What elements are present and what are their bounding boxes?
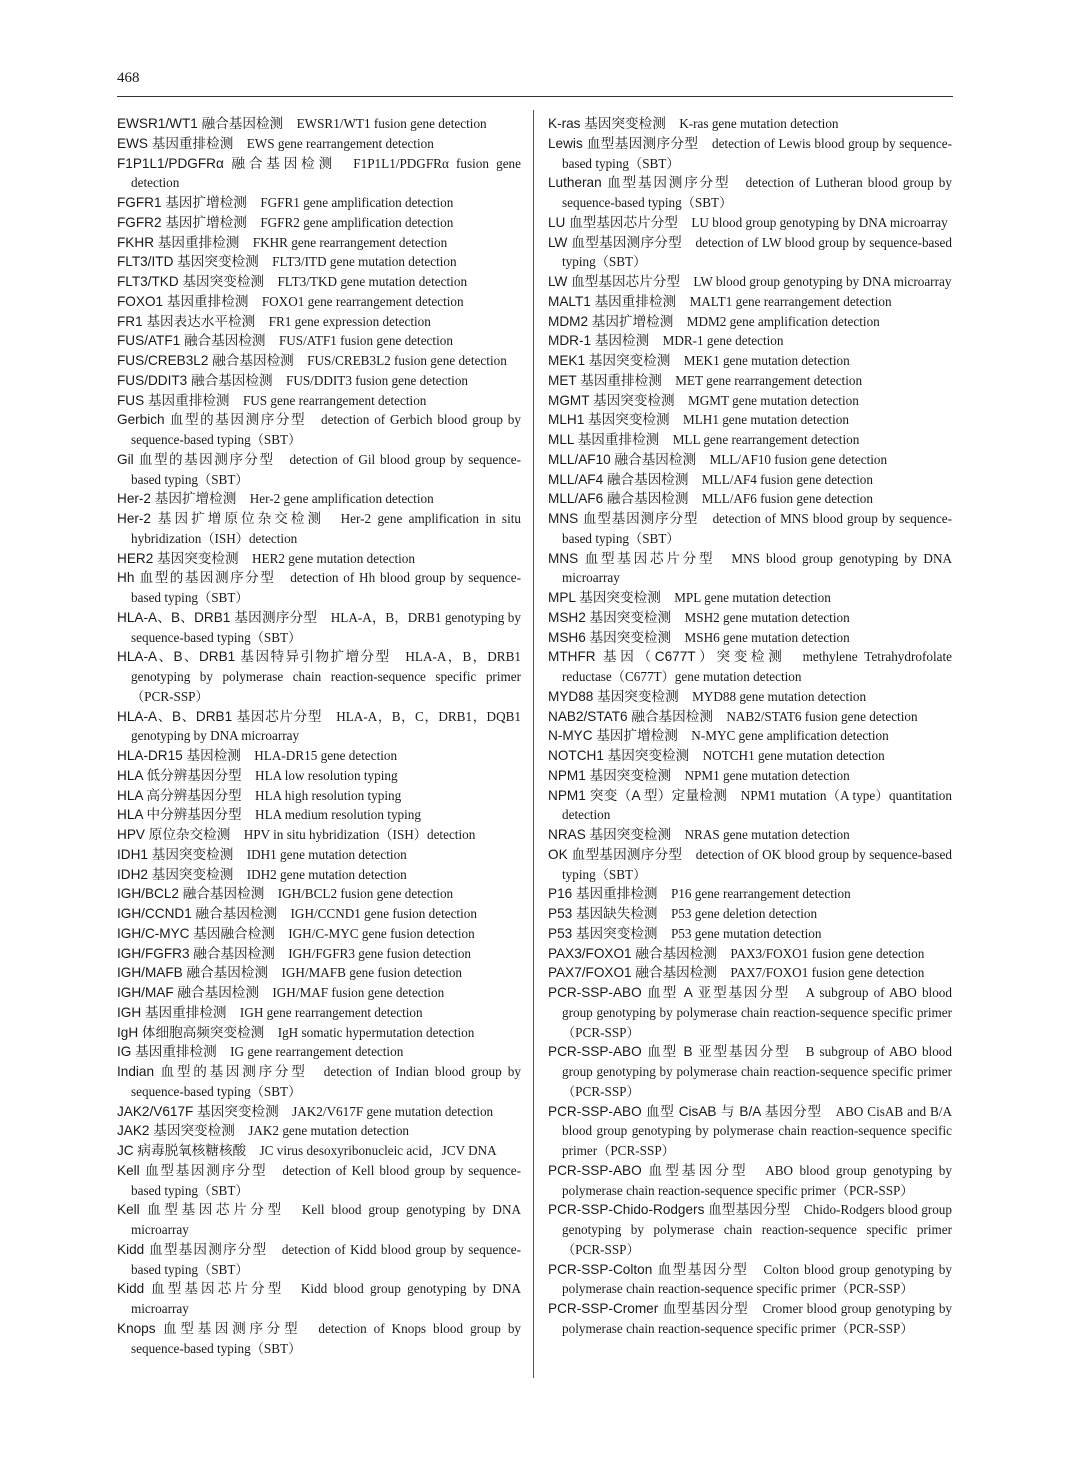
entry-term: MLH1 基因突变检测 (548, 412, 670, 428)
entry-term: HLA-A、B、DRB1 基因特异引物扩增分型 (117, 649, 391, 665)
entry-term: IGH 基因重排检测 (117, 1004, 227, 1020)
entry-definition: FR1 gene expression detection (268, 313, 431, 329)
entry-definition: FGFR1 gene amplification detection (260, 195, 454, 210)
entry-definition: Colton blood group genotyping by polymerase chain reaction-sequence specific primer（PCR-SSP） (562, 1261, 952, 1297)
glossary-entry (117, 1240, 521, 1280)
header-rule (117, 96, 953, 97)
entry-definition: detection of Knops blood group by sequence-based typing（SBT） (131, 1320, 522, 1356)
entry-definition: HER2 gene mutation detection (252, 550, 415, 566)
glossary-entry (548, 963, 952, 983)
entry-definition: Cromer blood group genotyping by polymerase chain reaction-sequence specific primer（PCR-SSP） (562, 1301, 953, 1336)
glossary-entry (117, 233, 521, 253)
entry-definition: F1P1L1/PDGFRα fusion gene detection (131, 155, 522, 191)
glossary-entry (548, 430, 952, 450)
entry-definition: IGH/BCL2 fusion gene detection (277, 886, 454, 902)
entry-term: MGMT 基因突变检测 (548, 392, 675, 408)
entry-term: FUS/DDIT3 融合基因检测 (117, 372, 273, 388)
entry-definition: IGH/FGFR3 gene fusion detection (288, 945, 472, 961)
entry-term: IDH1 基因突变检测 (117, 846, 234, 862)
glossary-entry (548, 312, 952, 332)
entry-term: MALT1 基因重排检测 (548, 293, 677, 309)
glossary-entry (548, 884, 952, 904)
entry-term: LW 血型基因测序分型 (548, 234, 682, 250)
entry-term: Lewis 血型基因测序分型 (548, 135, 699, 151)
glossary-entry (117, 1023, 521, 1043)
entry-definition: detection of Kell blood group by sequence-based typing（SBT） (131, 1162, 521, 1198)
glossary-entry (117, 489, 521, 509)
entry-term: PAX3/FOXO1 融合基因检测 (548, 945, 717, 961)
glossary-entry (117, 963, 521, 983)
glossary-entry (548, 1042, 952, 1101)
entry-term: MSH2 基因突变检测 (548, 609, 672, 625)
entry-term: HLA 低分辨基因分型 (117, 767, 242, 783)
glossary-entry (548, 924, 952, 944)
entry-term: MET 基因重排检测 (548, 372, 662, 388)
entry-definition: detection of Kidd blood group by sequence-based typing（SBT） (131, 1241, 522, 1277)
glossary-entry (117, 845, 521, 865)
entry-term: HLA-DR15 基因检测 (117, 748, 241, 763)
glossary-entry (117, 272, 521, 292)
glossary-entry (548, 726, 952, 746)
entry-definition: IGH gene rearrangement detection (239, 1004, 423, 1020)
entry-definition: NRAS gene mutation detection (684, 827, 850, 842)
glossary-entry (117, 134, 521, 154)
entry-term: HLA 中分辨基因分型 (117, 807, 242, 823)
entry-definition: detection of Lutheran blood group by sequence-based typing（SBT） (562, 175, 952, 210)
glossary-entry (117, 568, 521, 608)
entry-term: Her-2 基因扩增原位杂交检测 (117, 511, 325, 526)
entry-definition: FLT3/TKD gene mutation detection (277, 274, 468, 289)
entry-definition: detection of Lewis blood group by sequence-based typing（SBT） (562, 135, 952, 171)
glossary-entry (548, 549, 952, 589)
glossary-entry (548, 470, 952, 490)
glossary-entry (548, 391, 952, 411)
glossary-entry (117, 450, 521, 490)
entry-definition: P16 gene rearrangement detection (670, 886, 851, 902)
glossary-entry (548, 1200, 952, 1259)
glossary-entry (117, 766, 521, 786)
entry-definition: P53 gene mutation detection (670, 925, 822, 941)
glossary-entry (117, 114, 521, 134)
entry-definition: JAK2/V617F gene mutation detection (292, 1103, 494, 1119)
glossary-entry (548, 786, 952, 826)
glossary-entry (117, 193, 521, 213)
entry-definition: MLL/AF6 fusion gene detection (701, 491, 873, 507)
entry-definition: NPM1 mutation（A type）quantitation detection (562, 787, 952, 823)
glossary-entry (117, 213, 521, 233)
entry-term: IGH/CCND1 融合基因检测 (117, 906, 278, 921)
entry-definition: EWSR1/WT1 fusion gene detection (296, 116, 487, 131)
entry-definition: MLL gene rearrangement detection (672, 432, 860, 447)
entry-definition: JAK2 gene mutation detection (248, 1123, 410, 1139)
glossary-entry (117, 904, 521, 924)
entry-term: LW 血型基因芯片分型 (548, 274, 680, 289)
entry-term: HLA-A、B、DRB1 基因芯片分型 (117, 708, 323, 724)
entry-definition: methylene Tetrahydrofolate reductase（C677T）gene mutation detection (562, 649, 952, 684)
entry-term: EWSR1/WT1 融合基因检测 (117, 116, 284, 131)
glossary-entry (117, 1003, 521, 1023)
entry-definition: MLL/AF10 fusion gene detection (709, 451, 888, 467)
entry-term: FGFR2 基因扩增检测 (117, 214, 247, 230)
entry-definition: IGH/MAF fusion gene detection (272, 985, 445, 1000)
entry-definition: MGMT gene mutation detection (688, 392, 859, 408)
entry-definition: HLA-DR15 gene detection (254, 748, 398, 763)
entry-definition: MPL gene mutation detection (674, 590, 831, 605)
entry-term: FOXO1 基因重排检测 (117, 293, 249, 309)
entry-definition: B subgroup of ABO blood group genotyping by polymerase chain reaction-sequence specific primer（PCR-SSP） (562, 1044, 952, 1099)
glossary-entry (548, 509, 952, 549)
entry-definition: MNS blood group genotyping by DNA microarray (562, 550, 952, 586)
glossary-entry (548, 687, 952, 707)
glossary-entry (548, 608, 952, 628)
glossary-entry (548, 944, 952, 964)
entry-definition: HLA-A，B，DRB1 genotyping by sequence-based typing（SBT） (131, 609, 521, 645)
entry-term: PCR-SSP-ABO 血型 CisAB 与 B/A 基因分型 (548, 1103, 822, 1119)
entry-definition: A subgroup of ABO blood group genotyping by polymerase chain reaction-sequence specific primer（PCR-SSP） (562, 985, 952, 1040)
entry-term: Kell 血型基因测序分型 (117, 1162, 268, 1178)
entry-term: JC 病毒脱氧核糖核酸 (117, 1143, 247, 1158)
glossary-entry (117, 391, 521, 411)
entry-term: F1P1L1/PDGFRα 融合基因检测 (117, 155, 337, 171)
entry-term: FLT3/ITD 基因突变检测 (117, 254, 259, 270)
glossary-entry (548, 489, 952, 509)
entry-term: IG 基因重排检测 (117, 1044, 217, 1060)
entry-definition: NPM1 gene mutation detection (684, 767, 850, 783)
entry-term: MEK1 基因突变检测 (548, 353, 671, 368)
entry-term: NPM1 基因突变检测 (548, 767, 672, 783)
entry-definition: Chido-Rodgers blood group genotyping by polymerase chain reaction-sequence specific primer（PCR-SSP） (562, 1202, 952, 1257)
entry-term: K-ras 基因突变检测 (548, 116, 666, 131)
entry-definition: HLA-A，B，DRB1 genotyping by polymerase chain reaction-sequence specific primer（PCR-SSP） (131, 649, 521, 704)
entry-term: HPV 原位杂交检测 (117, 827, 231, 842)
glossary-entry (117, 509, 521, 549)
entry-term: IgH 体细胞高频突变检测 (117, 1024, 265, 1040)
glossary-entry (117, 647, 521, 706)
entry-term: IGH/C-MYC 基因融合检测 (117, 925, 275, 941)
entry-definition: detection of MNS blood group by sequence-based typing（SBT） (562, 511, 953, 546)
entry-term: Lutheran 血型基因测序分型 (548, 175, 731, 191)
entry-definition: Her-2 gene amplification in situ hybridization（ISH）detection (131, 511, 521, 546)
entry-term: MNS 血型基因测序分型 (548, 511, 699, 526)
entry-definition: MSH2 gene mutation detection (684, 609, 850, 625)
entry-term: MNS 血型基因芯片分型 (548, 550, 716, 566)
entry-term: N-MYC 基因扩增检测 (548, 728, 678, 744)
entry-definition: FOXO1 gene rearrangement detection (261, 293, 464, 309)
glossary-entry (548, 766, 952, 786)
entry-definition: IGH/MAFB gene fusion detection (281, 965, 463, 981)
entry-definition: MYD88 gene mutation detection (692, 688, 867, 704)
entry-definition: NOTCH1 gene mutation detection (702, 748, 885, 763)
glossary-entry (117, 351, 521, 371)
glossary-entry (117, 1042, 521, 1062)
entry-definition: P53 gene deletion detection (670, 906, 818, 921)
glossary-entry (548, 904, 952, 924)
column-divider (533, 110, 534, 1378)
entry-definition: detection of Indian blood group by sequence-based typing（SBT） (131, 1064, 521, 1099)
glossary-entry (117, 292, 521, 312)
entry-term: Kidd 血型基因测序分型 (117, 1241, 268, 1257)
entry-definition: K-ras gene mutation detection (679, 116, 839, 131)
glossary-entry (548, 114, 952, 134)
entry-term: FUS 基因重排检测 (117, 392, 230, 408)
glossary-entry (548, 1102, 952, 1161)
entry-definition: IGH/C-MYC gene fusion detection (288, 925, 475, 941)
entry-definition: FUS/DDIT3 fusion gene detection (285, 372, 469, 388)
entry-definition: detection of OK blood group by sequence-based typing（SBT） (562, 846, 952, 882)
glossary-entry (548, 707, 952, 727)
glossary-entry (548, 351, 952, 371)
entry-term: FUS/CREB3L2 融合基因检测 (117, 353, 294, 368)
entry-definition: JC virus desoxyribonucleic acid，JCV DNA (259, 1143, 497, 1158)
entry-definition: IgH somatic hypermutation detection (277, 1024, 475, 1040)
entry-term: NOTCH1 基因突变检测 (548, 748, 690, 763)
entry-definition: NAB2/STAT6 fusion gene detection (726, 708, 918, 724)
entry-definition: detection of Gil blood group by sequence-based typing（SBT） (131, 451, 522, 487)
entry-term: IGH/MAFB 融合基因检测 (117, 965, 269, 981)
entry-term: NRAS 基因突变检测 (548, 827, 672, 842)
entry-term: P16 基因重排检测 (548, 886, 658, 902)
entry-definition: FGFR2 gene amplification detection (260, 214, 454, 230)
entry-term: Hh 血型的基因测序分型 (117, 570, 276, 586)
glossary-entry (548, 450, 952, 470)
entry-term: FR1 基因表达水平检测 (117, 313, 256, 329)
entry-term: MLL/AF4 融合基因检测 (548, 471, 689, 487)
entry-term: MLL/AF6 融合基因检测 (548, 491, 689, 507)
glossary-entry (117, 1121, 521, 1141)
entry-definition: FUS gene rearrangement detection (242, 392, 427, 408)
glossary-entry (548, 588, 952, 608)
glossary-entry (117, 154, 521, 194)
entry-term: HLA-A、B、DRB1 基因测序分型 (117, 609, 318, 625)
glossary-entry (117, 865, 521, 885)
entry-term: MPL 基因突变检测 (548, 590, 661, 605)
entry-term: FGFR1 基因扩增检测 (117, 195, 247, 210)
entry-definition: HLA-A，B，C，DRB1，DQB1 genotyping by DNA microarray (131, 708, 521, 744)
entry-definition: detection of LW blood group by sequence-based typing（SBT） (562, 234, 952, 270)
page-number: 468 (117, 70, 140, 86)
entry-term: JAK2/V617F 基因突变检测 (117, 1103, 279, 1119)
entry-definition: FKHR gene rearrangement detection (252, 234, 448, 250)
entry-definition: MDR-1 gene detection (662, 333, 784, 349)
glossary-entry (548, 134, 952, 174)
entry-definition: MLL/AF4 fusion gene detection (701, 471, 873, 487)
entry-term: Kell 血型基因芯片分型 (117, 1202, 285, 1218)
entry-term: MLL/AF10 融合基因检测 (548, 451, 697, 467)
glossary-entry (548, 173, 952, 213)
entry-definition: N-MYC gene amplification detection (691, 728, 889, 744)
entry-term: Knops 血型基因测序分型 (117, 1320, 302, 1336)
entry-term: FKHR 基因重排检测 (117, 234, 240, 250)
entry-term: MDM2 基因扩增检测 (548, 313, 674, 329)
entry-term: OK 血型基因测序分型 (548, 846, 683, 862)
entry-term: NPM1 突变（A 型）定量检测 (548, 787, 728, 803)
glossary-entry (117, 371, 521, 391)
entry-definition: MDM2 gene amplification detection (686, 313, 880, 329)
glossary-entry (117, 786, 521, 806)
entry-term: MDR-1 基因检测 (548, 333, 650, 349)
entry-definition: IGH/CCND1 gene fusion detection (290, 906, 477, 921)
entry-term: Gerbich 血型的基因测序分型 (117, 412, 307, 428)
glossary-entry (117, 924, 521, 944)
entry-definition: MSH6 gene mutation detection (684, 629, 850, 645)
glossary-entry (548, 845, 952, 885)
entry-definition: FUS/ATF1 fusion gene detection (278, 333, 453, 349)
entry-term: Kidd 血型基因芯片分型 (117, 1281, 285, 1297)
glossary-entry (117, 1102, 521, 1122)
entry-definition: IDH2 gene mutation detection (246, 866, 407, 882)
glossary-entry (548, 233, 952, 273)
entry-definition: FLT3/ITD gene mutation detection (272, 254, 457, 270)
entry-definition: HPV in situ hybridization（ISH）detection (243, 827, 476, 842)
entry-definition: FUS/CREB3L2 fusion gene detection (307, 353, 507, 368)
glossary-entry (548, 628, 952, 648)
glossary-entry (117, 608, 521, 648)
entry-definition: Kell blood group genotyping by DNA microarray (131, 1202, 522, 1237)
entry-definition: MALT1 gene rearrangement detection (689, 293, 892, 309)
entry-definition: ABO CisAB and B/A blood group genotyping by polymerase chain reaction-sequence specific primer（PCR-SSP） (562, 1103, 952, 1158)
entry-term: JAK2 基因突变检测 (117, 1123, 235, 1139)
glossary-entry (117, 707, 521, 747)
glossary-entry (548, 1299, 952, 1339)
glossary-entry (117, 1200, 521, 1240)
entry-term: P53 基因缺失检测 (548, 906, 658, 921)
entry-term: MTHFR 基因（C677T）突变检测 (548, 649, 786, 665)
entry-term: IGH/MAF 融合基因检测 (117, 985, 259, 1000)
entry-term: PCR-SSP-Colton 血型基因分型 (548, 1261, 749, 1277)
glossary-entry (117, 805, 521, 825)
entry-term: PAX7/FOXO1 融合基因检测 (548, 965, 717, 981)
entry-term: MLL 基因重排检测 (548, 432, 660, 447)
glossary-entry (548, 272, 952, 292)
entry-definition: PAX7/FOXO1 fusion gene detection (730, 965, 925, 981)
entry-term: FUS/ATF1 融合基因检测 (117, 333, 266, 349)
entry-definition: PAX3/FOXO1 fusion gene detection (730, 945, 925, 961)
entry-term: PCR-SSP-ABO 血型 B 亚型基因分型 (548, 1044, 791, 1060)
glossary-entry (117, 1141, 521, 1161)
glossary-entry (548, 825, 952, 845)
entry-definition: Kidd blood group genotyping by DNA microarray (131, 1281, 522, 1316)
entry-definition: HLA high resolution typing (255, 787, 402, 803)
glossary-entry (548, 1260, 952, 1300)
entry-term: Gil 血型的基因测序分型 (117, 451, 275, 467)
entry-term: EWS 基因重排检测 (117, 135, 234, 151)
glossary-entry (548, 983, 952, 1042)
entry-term: PCR-SSP-ABO 血型 A 亚型基因分型 (548, 985, 791, 1000)
glossary-entry (117, 825, 521, 845)
glossary-entry (117, 1161, 521, 1201)
entry-term: HLA 高分辨基因分型 (117, 787, 242, 803)
entry-term: IGH/FGFR3 融合基因检测 (117, 945, 275, 961)
entry-definition: LU blood group genotyping by DNA microarray (691, 214, 948, 230)
glossary-entry (548, 1161, 952, 1201)
entry-definition: IDH1 gene mutation detection (246, 846, 407, 862)
glossary-entry (548, 292, 952, 312)
glossary-entry (117, 884, 521, 904)
entry-term: LU 血型基因芯片分型 (548, 214, 678, 230)
glossary-column-right (548, 114, 952, 1339)
entry-definition: EWS gene rearrangement detection (246, 135, 434, 151)
entry-term: PCR-SSP-Cromer 血型基因分型 (548, 1301, 749, 1316)
glossary-entry (548, 410, 952, 430)
glossary-entry (548, 371, 952, 391)
entry-definition: detection of Gerbich blood group by sequence-based typing（SBT） (131, 412, 521, 447)
glossary-entry (548, 213, 952, 233)
glossary-entry (117, 549, 521, 569)
glossary-entry (117, 410, 521, 450)
entry-definition: LW blood group genotyping by DNA microarray (693, 274, 952, 289)
entry-term: PCR-SSP-Chido-Rodgers 血型基因分型 (548, 1202, 791, 1218)
entry-term: MSH6 基因突变检测 (548, 629, 672, 645)
entry-definition: IG gene rearrangement detection (230, 1044, 404, 1060)
entry-term: MYD88 基因突变检测 (548, 688, 679, 704)
entry-term: FLT3/TKD 基因突变检测 (117, 274, 265, 289)
glossary-entry (117, 1062, 521, 1102)
glossary-column-left (117, 114, 521, 1358)
glossary-entry (117, 944, 521, 964)
glossary-entry (548, 331, 952, 351)
entry-definition: MEK1 gene mutation detection (683, 353, 850, 368)
entry-term: NAB2/STAT6 融合基因检测 (548, 708, 713, 724)
entry-term: Her-2 基因扩增检测 (117, 491, 237, 507)
entry-term: Indian 血型的基因测序分型 (117, 1064, 308, 1079)
entry-term: P53 基因突变检测 (548, 925, 658, 941)
entry-definition: MET gene rearrangement detection (675, 372, 863, 388)
glossary-entry (117, 252, 521, 272)
entry-definition: HLA medium resolution typing (255, 807, 421, 823)
entry-definition: Her-2 gene amplification detection (249, 491, 434, 507)
glossary-entry (117, 312, 521, 332)
glossary-entry (548, 746, 952, 766)
glossary-entry (117, 746, 521, 766)
entry-definition: HLA low resolution typing (255, 767, 398, 783)
glossary-entry (548, 647, 952, 687)
entry-definition: ABO blood group genotyping by polymerase chain reaction-sequence specific primer（PCR-SSP） (562, 1162, 952, 1198)
entry-term: IDH2 基因突变检测 (117, 866, 234, 882)
glossary-entry (117, 983, 521, 1003)
glossary-entry (117, 331, 521, 351)
entry-definition: MLH1 gene mutation detection (683, 412, 849, 428)
glossary-entry (117, 1279, 521, 1319)
entry-term: IGH/BCL2 融合基因检测 (117, 886, 265, 902)
entry-definition: detection of Hh blood group by sequence-based typing（SBT） (131, 570, 521, 605)
entry-term: HER2 基因突变检测 (117, 550, 239, 566)
entry-term: PCR-SSP-ABO 血型基因分型 (548, 1162, 749, 1178)
glossary-entry (117, 1319, 521, 1359)
